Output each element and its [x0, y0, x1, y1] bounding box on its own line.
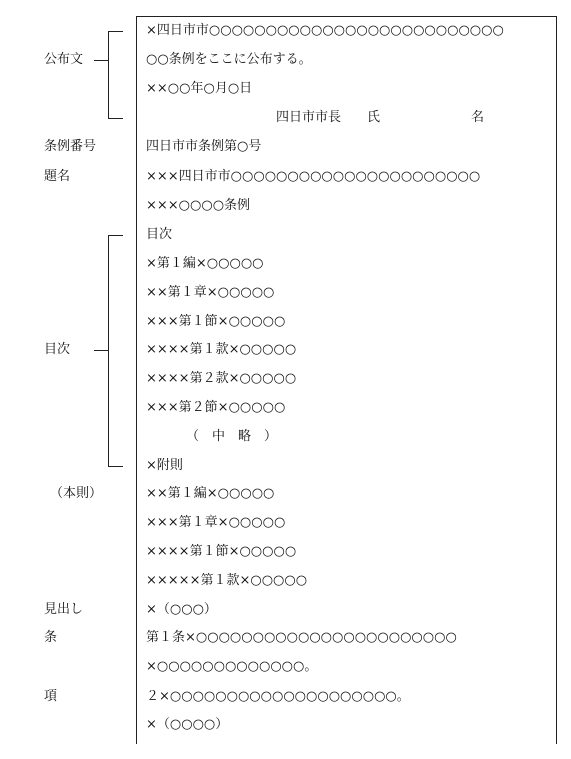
label-main-rules: （本則） — [50, 486, 103, 501]
line-toc-subsection-1: ××××第１款×○○○○○ — [146, 342, 297, 357]
frame-left-border — [136, 16, 137, 744]
line-promulgation-date: ××○○年○月○日 — [146, 81, 253, 96]
line-main-section-1: ××××第１節×○○○○○ — [146, 544, 297, 559]
bracket-promulgation — [108, 31, 123, 119]
line-title-2: ×××○○○○条例 — [146, 198, 251, 213]
line-title-1: ×××四日市市○○○○○○○○○○○○○○○○○○○○○○ — [146, 169, 481, 184]
line-toc-subsection-2: ××××第２款×○○○○○ — [146, 371, 297, 386]
line-toc-section-1: ×××第１節×○○○○○ — [146, 314, 286, 329]
line-main-subsection-1: ×××××第１款×○○○○○ — [146, 573, 308, 588]
line-heading-2: ×（○○○○） — [146, 717, 229, 732]
line-toc-section-2: ×××第２節×○○○○○ — [146, 400, 286, 415]
line-toc-omitted: （ 中 略 ） — [186, 429, 278, 444]
label-ordinance-number: 条例番号 — [44, 139, 97, 154]
label-article: 条 — [44, 630, 58, 645]
bracket-toc — [108, 235, 123, 467]
line-mayor-signature: 四日市市長 氏 名 — [276, 110, 485, 125]
frame-right-border — [556, 16, 557, 744]
line-main-part-1: ××第１編×○○○○○ — [146, 486, 275, 501]
line-main-chapter-1: ×××第１章×○○○○○ — [146, 515, 286, 530]
line-promulgation-text-2: ○○条例をここに公布する。 — [146, 52, 312, 67]
line-toc-heading: 目次 — [146, 227, 173, 242]
label-promulgation: 公布文 — [44, 52, 84, 67]
bracket-promulgation-tick — [94, 60, 108, 61]
line-toc-chapter-1: ××第１章×○○○○○ — [146, 285, 275, 300]
line-ordinance-number: 四日市市条例第○号 — [146, 139, 262, 154]
line-heading: ×（○○○） — [146, 602, 217, 617]
label-heading: 見出し — [44, 602, 84, 617]
line-article-1-cont: ×○○○○○○○○○○○○○。 — [146, 659, 318, 674]
label-toc: 目次 — [44, 342, 71, 357]
line-toc-supplementary: ×附則 — [146, 458, 183, 473]
label-paragraph: 項 — [44, 689, 58, 704]
bracket-toc-tick — [94, 350, 108, 351]
line-paragraph-2: ２×○○○○○○○○○○○○○○○○○○○○。 — [146, 689, 410, 704]
line-toc-part-1: ×第１編×○○○○○ — [146, 256, 264, 271]
line-article-1: 第１条×○○○○○○○○○○○○○○○○○○○○○○○ — [146, 630, 457, 645]
line-promulgation-text-1: ×四日市市○○○○○○○○○○○○○○○○○○○○○○○○○○ — [146, 23, 504, 38]
label-title: 題名 — [44, 169, 71, 184]
